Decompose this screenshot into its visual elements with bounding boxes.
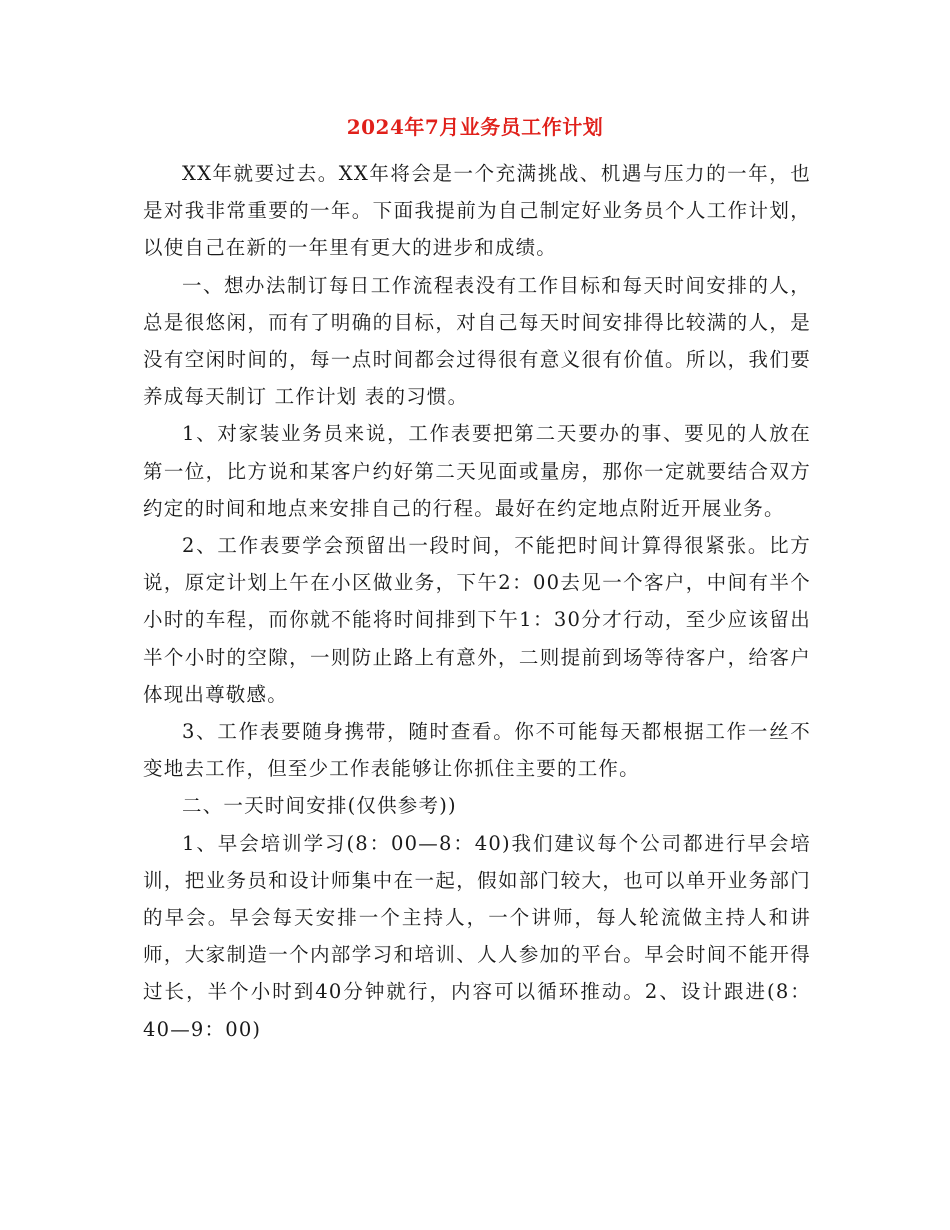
document-body	[143, 155, 811, 1048]
paragraph-item-2: 2、工作表要学会预留出一段时间，不能把时间计算得很紧张。比方说，原定计划上午在小区做业务，下午2：00去见一个客户，中间有半个小时的车程，而你就不能将时间排到下午1：30分才行动，至少应该留出半个小时的空隙，一则防止路上有意外，二则提前到场等待客户，给客户体现出尊敬感。	[143, 534, 811, 706]
paragraph-morning-meeting: 1、早会培训学习(8：00—8：40)我们建议每个公司都进行早会培训，把业务员和设计师集中在一起，假如部门较大，也可以单开业务部门的早会。早会每天安排一个主持人，一个讲师，每人轮流做主持人和讲师，大家制造一个内部学习和培训、人人参加的平台。早会时间不能开得过长，半个小时到40分钟就行，内容可以循环推动。2、设计跟进(8：40—9：00)	[143, 831, 811, 1041]
paragraph-item-3: 3、工作表要随身携带，随时查看。你不可能每天都根据工作一丝不变地去工作，但至少工作表能够让你抓住主要的工作。	[143, 720, 811, 781]
document-title: 2024年7月业务员工作计划	[346, 115, 604, 139]
paragraph-section-two: 二、一天时间安排(仅供参考))	[182, 794, 457, 818]
paragraph-intro: XX年就要过去。XX年将会是一个充满挑战、机遇与压力的一年，也是对我非常重要的一年。下面我提前为自己制定好业务员个人工作计划，以使自己在新的一年里有更大的进步和成绩。	[143, 162, 811, 260]
paragraph-section-one: 一、想办法制订每日工作流程表没有工作目标和每天时间安排的人，总是很悠闲，而有了明确的目标，对自己每天时间安排得比较满的人，是没有空闲时间的，每一点时间都会过得很有意义很有价值。所以，我们要养成每天制订 工作计划 表的习惯。	[143, 273, 811, 409]
paragraph-item-1: 1、对家装业务员来说，工作表要把第二天要办的事、要见的人放在第一位，比方说和某客户约好第二天见面或量房，那你一定就要结合双方约定的时间和地点来安排自己的行程。最好在约定地点附近开展业务。	[143, 422, 811, 520]
